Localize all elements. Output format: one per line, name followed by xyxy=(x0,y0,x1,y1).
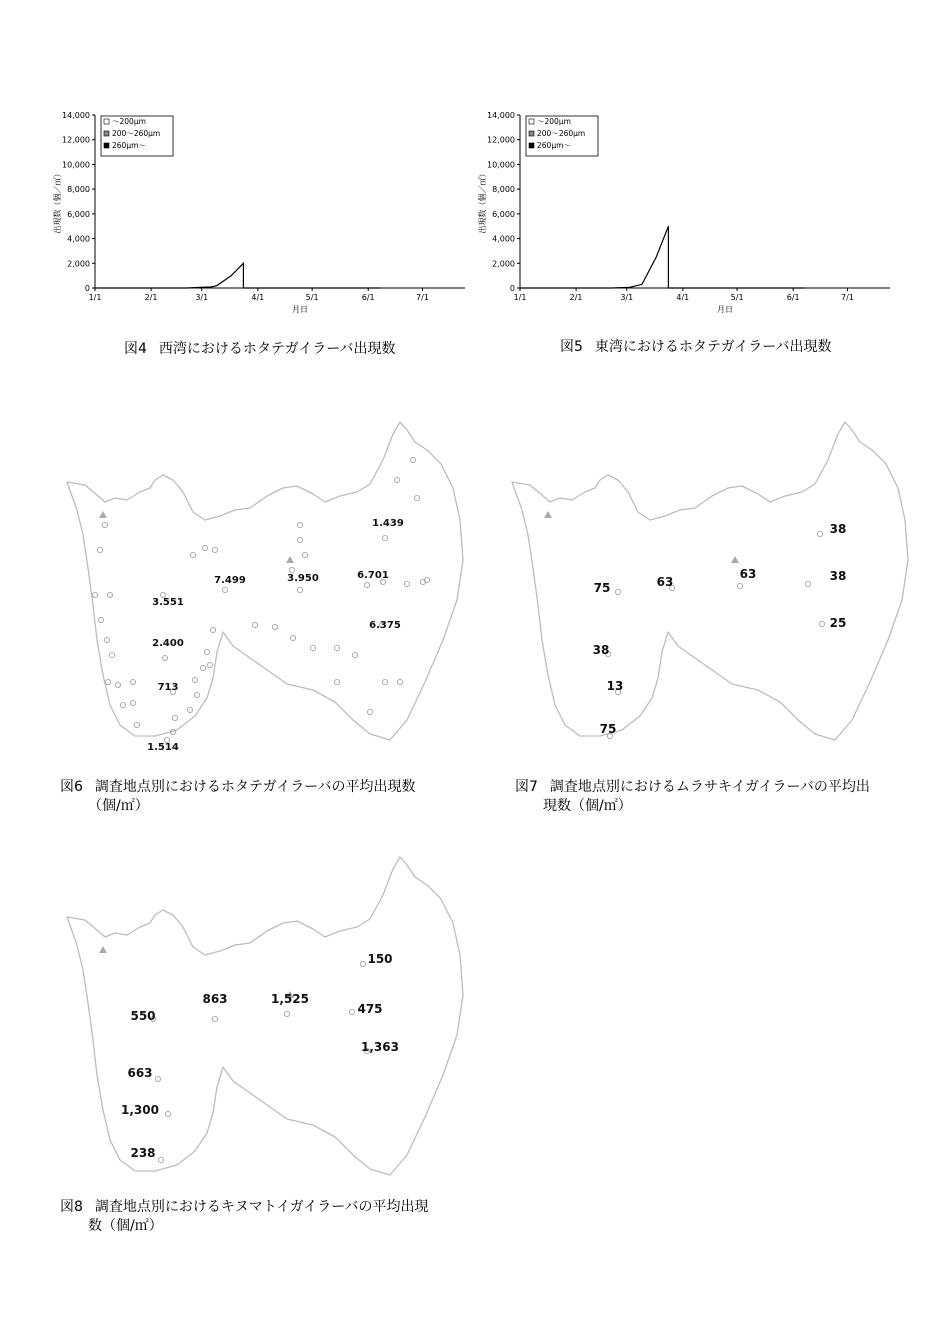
x-axis-title: 月日 xyxy=(292,305,308,314)
station-value-label: 38 xyxy=(829,569,847,583)
station-value-label: 6.375 xyxy=(369,620,401,631)
station-value-label: 13 xyxy=(606,679,624,693)
x-tick-label: 7/1 xyxy=(841,293,854,302)
legend-label: 200～260μm xyxy=(537,129,586,138)
map-caption-kinumatoi xyxy=(60,1198,429,1236)
station-value-label: 1,300 xyxy=(121,1103,159,1117)
legend xyxy=(101,116,173,156)
map-panel-kinumatoi xyxy=(55,855,470,1205)
y-tick-label: 8,000 xyxy=(492,185,515,195)
figure-caption-line-1: 調査地点別におけるキヌマトイガイラーバの平均出現 xyxy=(94,1199,429,1215)
x-tick-label: 3/1 xyxy=(195,293,209,302)
chart-east-bay xyxy=(475,105,900,325)
figure-caption-line-2: 現数（個/㎡） xyxy=(543,798,632,814)
chart-panel-east-bay xyxy=(475,105,900,325)
legend-label: ～200μm xyxy=(537,117,571,126)
legend-swatch xyxy=(104,143,109,148)
x-tick-label: 7/1 xyxy=(416,293,429,302)
bay-outline xyxy=(67,857,463,1175)
series-line-1 xyxy=(520,226,805,288)
figure-number: 図8 xyxy=(60,1199,83,1215)
map-panel-mussel xyxy=(500,420,915,770)
figure-number: 図7 xyxy=(515,779,538,795)
y-tick-label: 12,000 xyxy=(62,135,90,145)
station-value-label: 238 xyxy=(130,1146,156,1160)
station-value-label: 75 xyxy=(593,581,611,595)
station-value-label: 663 xyxy=(127,1066,153,1080)
y-tick-label: 2,000 xyxy=(492,259,515,269)
station-value-label: 863 xyxy=(202,992,228,1006)
y-tick-label: 14,000 xyxy=(487,111,515,120)
x-tick-label: 4/1 xyxy=(676,293,690,302)
x-tick-label: 1/1 xyxy=(88,293,102,302)
figure-caption-line-2: （個/㎡） xyxy=(88,798,149,814)
station-value-label: 475 xyxy=(357,1002,383,1016)
station-value-label: 1,525 xyxy=(271,992,309,1006)
station-value-label: 75 xyxy=(599,722,617,736)
station-value-label: 6.701 xyxy=(357,570,389,581)
station-value-label: 1,363 xyxy=(361,1040,399,1054)
y-tick-label: 14,000 xyxy=(62,111,90,120)
y-axis-title: 出現数（個／㎥） xyxy=(478,169,487,234)
station-value-label: 63 xyxy=(739,567,757,581)
station-value-label: 150 xyxy=(367,952,393,966)
x-tick-label: 6/1 xyxy=(361,293,375,302)
bay-map-scallop xyxy=(55,420,470,770)
y-tick-label: 8,000 xyxy=(67,185,90,195)
station-value-label: 3.950 xyxy=(287,573,319,584)
chart-caption-west-bay xyxy=(124,340,396,359)
legend-label: 200～260μm xyxy=(112,129,161,138)
station-value-label: 25 xyxy=(829,616,847,630)
x-tick-label: 6/1 xyxy=(786,293,800,302)
legend-swatch xyxy=(104,119,109,124)
y-tick-label: 4,000 xyxy=(492,234,515,244)
chart-caption-east-bay xyxy=(560,338,832,357)
y-tick-label: 4,000 xyxy=(67,234,90,244)
station-value-label: 7.499 xyxy=(214,575,246,586)
figure-caption: 東湾におけるホタテガイラーバ出現数 xyxy=(594,339,832,355)
legend-swatch xyxy=(104,131,109,136)
figure-caption: 西湾におけるホタテガイラーバ出現数 xyxy=(158,341,396,357)
y-tick-label: 2,000 xyxy=(67,259,90,269)
chart-west-bay xyxy=(50,105,475,325)
station-value-label: 1.514 xyxy=(147,742,179,753)
y-tick-label: 0 xyxy=(84,284,90,293)
x-tick-label: 3/1 xyxy=(620,293,634,302)
station-value-label: 63 xyxy=(656,575,674,589)
figure-caption-line-2: 数（個/㎡） xyxy=(88,1218,163,1234)
map-panel-scallop xyxy=(55,420,470,770)
x-tick-label: 1/1 xyxy=(513,293,527,302)
legend-label: 260μm～ xyxy=(537,141,571,150)
station-value-label: 38 xyxy=(592,643,610,657)
x-axis-title: 月日 xyxy=(717,305,733,314)
chart-panel-west-bay xyxy=(50,105,475,325)
station-value-label: 3.551 xyxy=(152,597,184,608)
x-tick-label: 4/1 xyxy=(251,293,265,302)
legend-label: 260μm～ xyxy=(112,141,146,150)
x-tick-label: 2/1 xyxy=(144,293,158,302)
figure-number: 図6 xyxy=(60,779,83,795)
map-caption-scallop xyxy=(60,778,416,816)
series-line-1 xyxy=(95,263,380,288)
y-tick-label: 10,000 xyxy=(62,160,90,170)
station-value-label: 2.400 xyxy=(152,638,184,649)
bay-outline xyxy=(512,422,908,740)
x-tick-label: 5/1 xyxy=(730,293,744,302)
y-axis-title: 出現数（個／㎥） xyxy=(53,169,62,234)
bay-map-kinumatoi xyxy=(55,855,470,1205)
legend xyxy=(526,116,598,156)
y-tick-label: 12,000 xyxy=(487,135,515,145)
station-value-label: 1.439 xyxy=(372,518,404,529)
x-tick-label: 2/1 xyxy=(569,293,583,302)
y-tick-label: 6,000 xyxy=(67,209,90,219)
figure-caption-line-1: 調査地点別におけるホタテガイラーバの平均出現数 xyxy=(94,779,416,795)
station-value-label: 713 xyxy=(157,682,179,693)
x-tick-label: 5/1 xyxy=(305,293,319,302)
bay-outline xyxy=(67,422,463,740)
y-tick-label: 10,000 xyxy=(487,160,515,170)
legend-label: ～200μm xyxy=(112,117,146,126)
bay-map-mussel xyxy=(500,420,915,770)
station-value-label: 550 xyxy=(130,1009,156,1023)
figure-number: 図5 xyxy=(560,339,583,355)
y-tick-label: 0 xyxy=(509,284,515,293)
map-caption-mussel xyxy=(515,778,870,816)
legend-swatch xyxy=(529,143,534,148)
legend-swatch xyxy=(529,131,534,136)
y-tick-label: 6,000 xyxy=(492,209,515,219)
figure-caption-line-1: 調査地点別におけるムラサキイガイラーバの平均出 xyxy=(549,779,870,795)
figure-number: 図4 xyxy=(124,341,147,357)
station-value-label: 38 xyxy=(829,522,847,536)
legend-swatch xyxy=(529,119,534,124)
